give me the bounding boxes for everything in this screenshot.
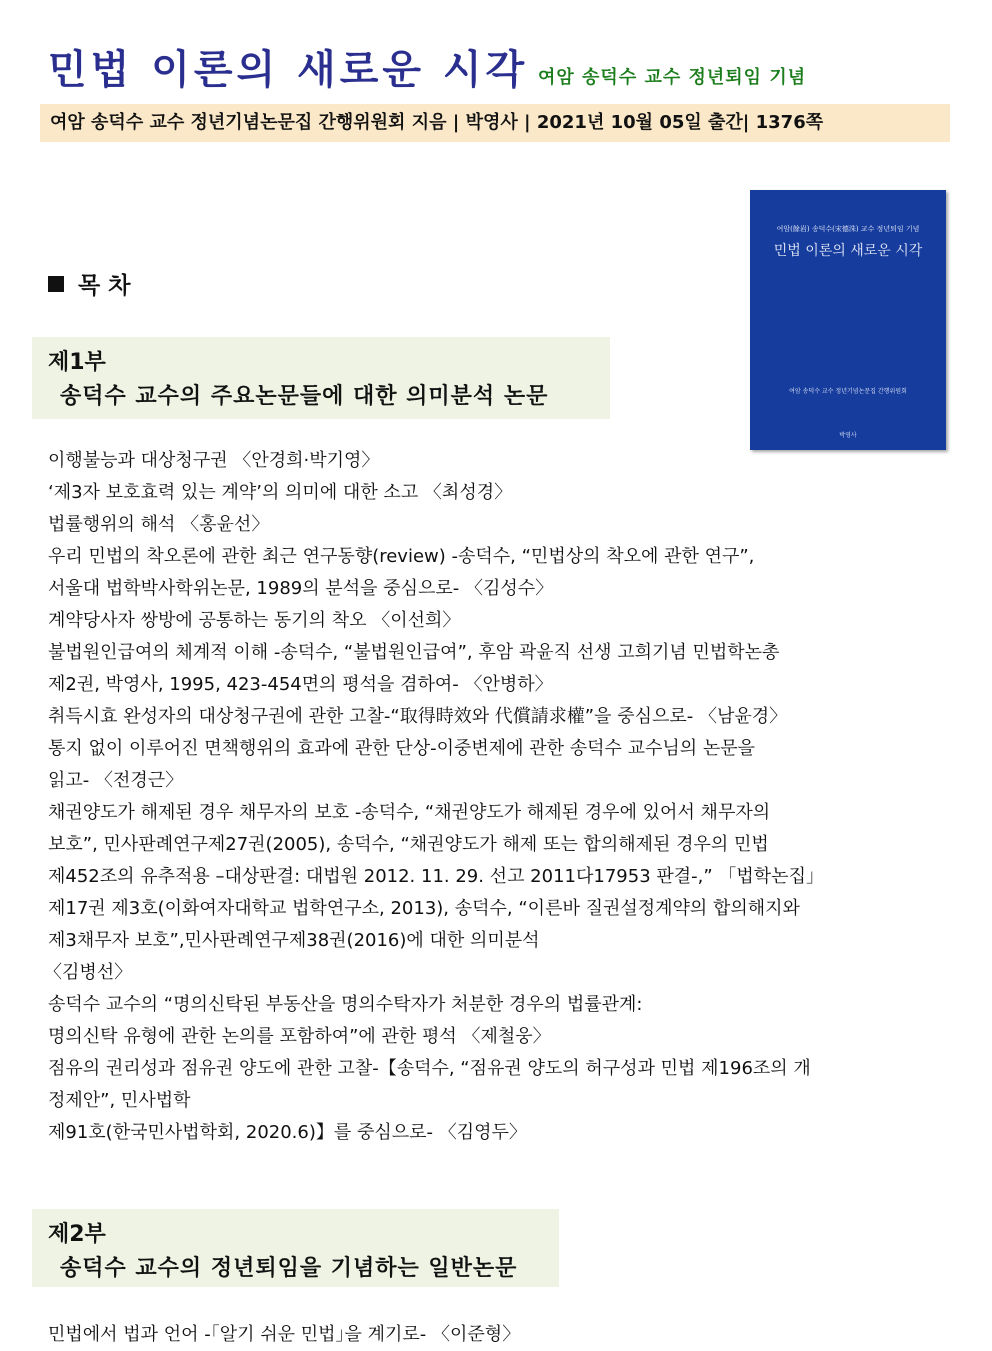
part1-header	[32, 337, 610, 419]
publication-info-bar: 여암 송덕수 교수 정년기념논문집 간행위원회 지음 | 박영사 | 2021년 10월 05일 출간| 1376쪽	[40, 104, 950, 142]
toc-entry: 제17권 제3호(이화여자대학교 법학연구소, 2013), 송덕수, “이른바 질권설정계약의 합의해지와	[48, 898, 800, 919]
toc-entry: ‘제3자 보호효력 있는 계약’의 의미에 대한 소고 〈최성경〉	[48, 482, 513, 503]
toc-entry: 보호”, 민사판례연구제27권(2005), 송덕수, “채권양도가 해제 또는 합의해제된 경우의 민법	[48, 834, 769, 855]
toc-heading-label: 목 차	[78, 273, 131, 299]
toc-entry: 서울대 법학박사학위논문, 1989의 분석을 중심으로- 〈김성수〉	[48, 578, 554, 599]
toc-entry: 민법에서 법과 언어 -｢알기 쉬운 민법｣을 계기로- 〈이준형〉	[48, 1324, 521, 1345]
part1-title: 송덕수 교수의 주요논문들에 대한 의미분석 논문	[60, 384, 549, 409]
page-subtitle: 여암 송덕수 교수 정년퇴임 기념	[538, 67, 807, 88]
square-bullet-icon	[48, 276, 64, 292]
toc-entry: 취득시효 완성자의 대상청구권에 관한 고찰-“取得時效와 代償請求權”을 중심으로- 〈남윤경〉	[48, 706, 788, 727]
toc-entry: 법률행위의 해석 〈홍윤선〉	[48, 514, 270, 535]
toc-entry: 점유의 권리성과 점유권 양도에 관한 고찰-【송덕수, “점유권 양도의 허구성과 민법 제196조의 개	[48, 1058, 811, 1079]
cover-dedication: 여암(餘岩) 송덕수(宋德洙) 교수 정년퇴임 기념	[776, 225, 920, 233]
toc-entry: 송덕수 교수의 “명의신탁된 부동산을 명의수탁자가 처분한 경우의 법률관계:	[48, 994, 643, 1015]
toc-entry: 제91호(한국민사법학회, 2020.6)】를 중심으로- 〈김영두〉	[48, 1122, 527, 1143]
book-cover-image	[750, 190, 946, 450]
toc-entry: 정제안”, 민사법학	[48, 1090, 191, 1111]
toc-entry: 우리 민법의 착오론에 관한 최근 연구동향(review) -송덕수, “민법상의 착오에 관한 연구”,	[48, 546, 755, 567]
cover-title: 민법 이론의 새로운 시각	[773, 243, 923, 259]
toc-entry: 통지 없이 이루어진 면책행위의 효과에 관한 단상-이중변제에 관한 송덕수 교수님의 논문을	[48, 738, 756, 759]
toc-entry: 제2권, 박영사, 1995, 423-454면의 평석을 겸하여- 〈안병하〉	[48, 674, 553, 695]
part2-label: 제2부	[48, 1222, 106, 1247]
part1-label: 제1부	[48, 350, 106, 375]
part2-header	[32, 1209, 559, 1287]
toc-heading	[48, 267, 130, 300]
toc-entry: 읽고- 〈전경근〉	[48, 770, 184, 791]
toc-entry: 이행불능과 대상청구권 〈안경희·박기영〉	[48, 450, 380, 471]
toc-entry: 채권양도가 해제된 경우 채무자의 보호 -송덕수, “채권양도가 해제된 경우에 있어서 채무자의	[48, 802, 771, 823]
cover-committee: 여암 송덕수 교수 정년기념논문집 간행위원회	[789, 388, 907, 395]
cover-publisher: 박영사	[839, 432, 857, 439]
part2-title: 송덕수 교수의 정년퇴임을 기념하는 일반논문	[60, 1256, 518, 1281]
toc-entry: 제452조의 유추적용 –대상판결: 대법원 2012. 11. 29. 선고 2011다17953 판결-,” 「법학논집」	[48, 866, 824, 887]
toc-entry: 명의신탁 유형에 관한 논의를 포함하여”에 관한 평석 〈제철웅〉	[48, 1026, 551, 1047]
toc-entry: 불법원인급여의 체계적 이해 -송덕수, “불법원인급여”, 후암 곽윤직 선생 고희기념 민법학논총	[48, 642, 780, 663]
toc-entry: 제3채무자 보호”,민사판례연구제38권(2016)에 대한 의미분석	[48, 930, 540, 951]
toc-entry: 계약당사자 쌍방에 공통하는 동기의 착오 〈이선희〉	[48, 610, 461, 631]
page-title: 민법 이론의 새로운 시각	[48, 47, 529, 93]
toc-entry: 〈김병선〉	[44, 962, 133, 983]
